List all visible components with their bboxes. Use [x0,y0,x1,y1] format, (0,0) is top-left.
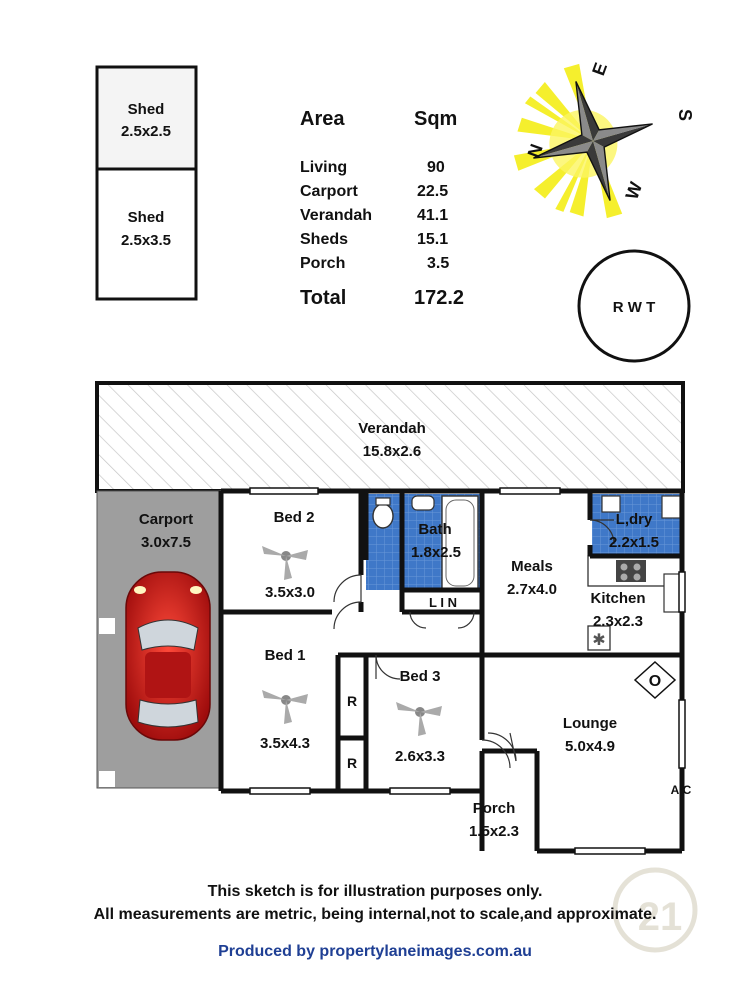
porch-name: Porch [472,800,516,817]
compass-n: N [523,141,547,161]
shed-2-size: 2.5x3.5 [120,232,172,249]
bed3-name: Bed 3 [399,668,441,685]
carport-name: Carport [138,511,194,528]
area-row-value: 41.1 [417,207,449,224]
verandah [97,383,683,491]
shed-1-size: 2.5x2.5 [120,123,172,140]
compass-s: S [675,109,695,122]
svg-text:✱: ✱ [592,632,606,649]
bath-name: Bath [418,521,452,538]
disclaimer-line-1: This sketch is for illustration purposes only. [207,883,543,900]
area-table [300,108,464,309]
sqm-header: Sqm [414,108,458,130]
area-row-label: Living [300,159,348,176]
bed2-size: 3.5x3.0 [264,584,316,601]
carport [97,491,221,788]
shed-2-name: Shed [127,209,165,226]
linen-label: L I N [429,595,457,610]
basin-icon [412,496,434,510]
cooktop-icon [616,560,646,582]
lounge-size: 5.0x4.9 [564,738,616,755]
robe-label: R [346,755,358,771]
meals-size: 2.7x4.0 [506,581,558,598]
area-row-value: 3.5 [427,255,450,272]
area-row-label: Porch [300,255,346,272]
robe-label: R [346,693,358,709]
rwt-tank [579,251,689,361]
laundry-size: 2.2x1.5 [608,534,660,551]
kitchen-name: Kitchen [590,590,646,607]
sink-icon [664,574,680,612]
bed1-size: 3.5x4.3 [259,735,311,752]
bed3-size: 2.6x3.3 [394,748,446,765]
area-row-value: 22.5 [417,183,449,200]
compass-icon [495,49,695,238]
area-row-label: Carport [300,183,358,200]
car-icon [126,572,210,740]
verandah-name: Verandah [358,420,426,437]
kitchen-size: 2.3x2.3 [592,613,644,630]
rwt-label: R W T [612,299,656,316]
shed-1-name: Shed [127,101,165,118]
bath-size: 1.8x2.5 [410,544,462,561]
credit-link[interactable]: Produced by propertylaneimages.com.au [218,943,532,960]
carport-size: 3.0x7.5 [140,534,192,551]
area-row-label: Sheds [300,231,349,248]
total-value: 172.2 [414,287,465,309]
oven-label: O [648,673,662,690]
disclaimer-line-2: All measurements are metric, being internal,not to scale,and approximate. [93,906,657,923]
area-row-value: 15.1 [417,231,449,248]
area-header: Area [300,108,345,130]
toilet-icon [373,504,393,528]
area-row-label: Verandah [300,207,373,224]
lounge-name: Lounge [562,715,618,732]
laundry-tub-icon [602,496,620,512]
meals-name: Meals [511,558,553,575]
shed-block [97,67,196,299]
ac-label: A/C [670,783,692,797]
area-row-value: 90 [427,159,445,176]
laundry-name: L,dry [615,511,653,528]
compass-e: E [588,60,612,79]
total-label: Total [300,287,347,309]
bed1-name: Bed 1 [264,647,306,664]
compass-w: W [621,179,647,203]
verandah-size: 15.8x2.6 [362,443,422,460]
bed2-name: Bed 2 [273,509,315,526]
porch-size: 1.5x2.3 [468,823,520,840]
watermark-text: 21 [637,895,683,939]
